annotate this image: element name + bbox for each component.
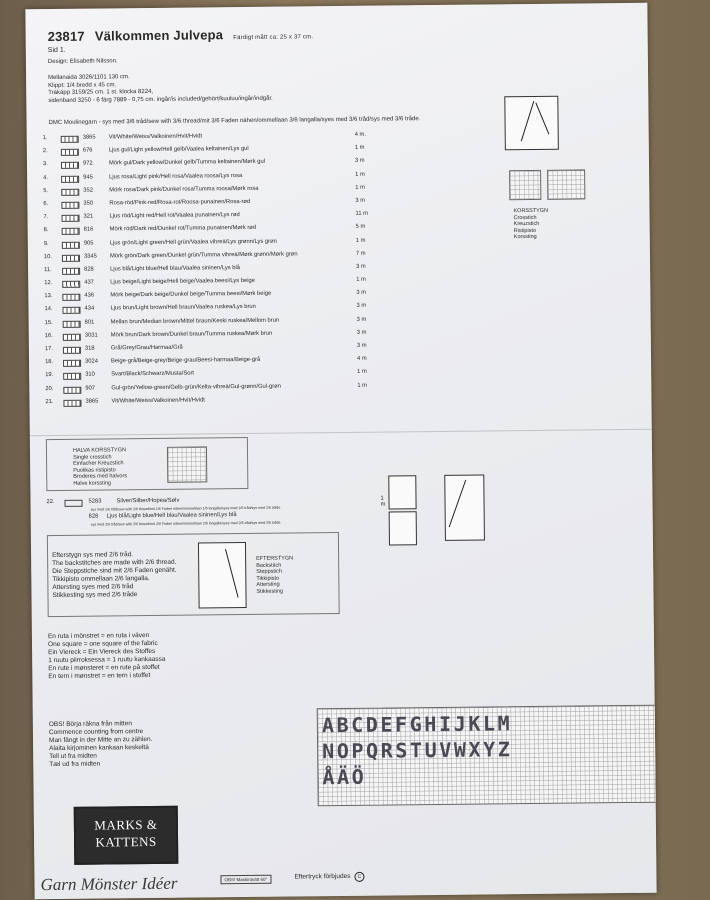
thread-quantity: 1 m — [355, 171, 365, 178]
thread-code: 3031 — [84, 332, 98, 339]
thread-name: Mörk gul/Dark yellow/Dunkel gelb/Tumma keltainen/Mørk gul — [108, 159, 266, 167]
row-symbol — [63, 360, 81, 367]
thread-quantity: 3 m — [356, 289, 367, 297]
label-line: Halve korssting — [73, 479, 111, 487]
note-line: Tæl ud fra midten — [49, 760, 101, 769]
thread-quantity: 11 m — [355, 210, 369, 217]
row-number: 7. — [43, 214, 49, 221]
thread-name: Ljus gul/Light yellow/Hell gelb/Vaalea keltainen/Lys gul — [108, 146, 249, 154]
needle-line — [535, 103, 549, 135]
thread-code: 801 — [84, 319, 95, 326]
thread-quantity: 3 m — [354, 158, 365, 165]
copyright-notice — [294, 872, 364, 883]
pattern-title: Välkommen Julvepa — [94, 27, 224, 44]
backstitch-label — [256, 556, 293, 595]
page-title — [48, 26, 314, 44]
backstitch-illustration — [198, 542, 247, 608]
stitch-illustration — [444, 475, 485, 541]
metallic-thread-row — [46, 496, 386, 536]
thread-quantity: 1 m — [355, 237, 366, 244]
thread-code: 816 — [83, 226, 94, 233]
row-symbol — [63, 347, 81, 354]
backstitch-section — [47, 532, 340, 617]
thread-code: 3865 — [82, 134, 96, 141]
note-line: Alaita kirjominen kankaan keskeltä — [49, 744, 149, 753]
label-line: KORSSTYGN — [513, 207, 549, 215]
explanation-line: One square = one square of the fabric — [47, 639, 158, 649]
thread-quantity: 3 m — [356, 342, 367, 349]
row-symbol — [61, 162, 79, 169]
row-number: 11. — [44, 266, 52, 273]
thread-code: 350 — [83, 200, 94, 207]
half-cross-section — [46, 437, 249, 491]
designer: Design: Elisabeth Nilsson. — [47, 58, 118, 66]
thread-quantity: 1 m — [357, 369, 367, 376]
thread-name: Ljus grön/Light green/Hell grün/Vaalea vihreä/Lys grønn/Lys grøn — [109, 238, 277, 246]
note-line: Man fängt in der Mitte an zu zählen. — [48, 735, 153, 745]
instruction-line: The backstitches are made with 2/6 thread. — [52, 558, 177, 568]
label-line: Steppstich — [256, 568, 282, 575]
thread-name: Mellan brun/Median brown/Mittel braun/Keski ruskea/Mellom brun — [110, 317, 280, 326]
row-number: 12. — [44, 280, 53, 287]
thread-code: 945 — [83, 174, 93, 181]
thread-code: 352 — [83, 187, 93, 194]
fabric-info — [48, 73, 273, 105]
alphabet-row: NOPQRSTUVWXYZ — [322, 737, 513, 764]
thread-name: Ljus röd/Light red/Hell rot/Vaalea punainen/Lys rød — [109, 212, 240, 220]
thread-quantity: 1 m — [380, 495, 386, 508]
thread-name: Ljus rosa/Light pink/Hell rosa/Vaalea roosa/Lys rosa — [109, 172, 243, 180]
label-line: Tikkipisto — [256, 575, 280, 582]
thread-code: 318 — [84, 345, 95, 352]
alphabet-row: ÅÄÖ — [322, 764, 367, 790]
center-counting-note — [49, 720, 153, 769]
instruction-line: Tikkipisto ommellaan 2/6 langalla. — [52, 575, 150, 584]
row-symbol — [63, 399, 81, 406]
row-symbol — [62, 268, 80, 275]
fabric-line: Mellanaida 3026/1101 130 cm. — [48, 74, 130, 82]
half-cross-label — [73, 447, 127, 487]
label-line: Backstitch — [256, 562, 282, 569]
note-line: Commence counting from centre — [48, 728, 144, 737]
thread-quantity: 3 m — [356, 263, 366, 270]
page-number: Sid 1. — [47, 46, 66, 55]
stitch-illustration — [388, 475, 416, 509]
label-line: Crosstich — [513, 214, 537, 221]
thread-code: 676 — [82, 147, 93, 154]
finished-size: Färdigt mått ca: 25 x 37 cm. — [233, 34, 314, 42]
needle-line — [225, 549, 238, 598]
row-number: 19. — [45, 372, 54, 379]
dmc-thread-note: DMC Moulinegarn - sys med 3/6 tråd/sew with 3/6 thread/mit 3/6 Faden nähen/ommellaan 3/6 langalla/syes med 3/6 tråd/sys med 3/6 tråde. — [48, 116, 421, 127]
row-number: 8. — [43, 227, 49, 234]
fabric-line: sidenband 3250 - 6 färg 7889 - 0,75 cm. ingår/is included/gehört/kuuluu/ingår/indgår. — [48, 95, 273, 104]
thread-code: 321 — [83, 213, 94, 220]
label-line: Attersting — [256, 581, 280, 588]
row-number: 5. — [43, 187, 49, 194]
row-symbol — [64, 500, 82, 507]
row-symbol — [63, 320, 81, 327]
thread-quantity: 4 m. — [354, 131, 367, 138]
thread-quantity: 1 m — [356, 276, 366, 283]
thread-code: 3024 — [85, 358, 98, 365]
thread-code: 972 — [82, 160, 93, 168]
half-cross-grid — [167, 446, 207, 482]
explanation-line: En rute i mønsteret = en rute på stoffet — [48, 663, 160, 673]
row-number: 3. — [42, 161, 48, 168]
label-line: Einfacher Kreuzstich — [73, 460, 124, 467]
instruction-line: Stikkesting sys med 2/6 tråde — [52, 591, 138, 600]
label-line: Kreuzstich — [513, 220, 540, 228]
stitch-illustration — [504, 96, 559, 151]
row-symbol — [62, 281, 80, 288]
row-number: 10. — [43, 253, 53, 260]
row-symbol — [61, 188, 79, 195]
washing-note: OBS! Maskintvätt 60° — [220, 875, 271, 885]
thread-code: 5283 — [88, 498, 102, 505]
row-number: 18. — [45, 359, 54, 366]
thread-code: 310 — [85, 371, 95, 379]
explanation-line: 1 ruutu piirroksessa = 1 ruutu kankaassa — [48, 655, 166, 665]
thread-name: Mörk beige/Dark beige/Dunkel beige/Tumma beesi/Mørk beige — [110, 290, 272, 299]
brand-signature: Garn Mönster Idéer — [40, 873, 178, 895]
color-list — [42, 131, 369, 412]
thread-quantity: 1 m — [354, 144, 365, 152]
row-number: 20. — [45, 385, 54, 392]
row-symbol — [61, 202, 79, 209]
explanation-line: Ein Viereck = Ein Viereck des Stoffes — [48, 647, 156, 657]
label-line: Single crosstich — [73, 453, 112, 461]
row-number: 22. — [46, 499, 55, 506]
row-symbol — [61, 175, 79, 182]
logo-line: MARKS & — [94, 816, 158, 833]
instruction-line: Attersting syes med 2/6 tråd — [52, 583, 134, 592]
copyright-icon: C — [354, 872, 364, 882]
row-number: 14. — [44, 306, 53, 313]
thread-code: 3865 — [85, 398, 99, 405]
logo-line: KATTENS — [95, 833, 157, 850]
instruction-line: Efterstygn sys med 2/6 tråd. — [52, 551, 134, 560]
brand-logo — [74, 806, 179, 865]
row-symbol — [61, 136, 79, 143]
row-symbol — [62, 294, 80, 301]
row-symbol — [62, 307, 80, 314]
needle-line — [449, 480, 466, 527]
row-symbol — [63, 373, 81, 380]
note-line: OBS! Börja räkna från mitten — [48, 720, 132, 729]
row-number: 13. — [44, 293, 53, 300]
label-line: Puolikas ristipisto — [73, 466, 116, 474]
thread-name: Svart/Black/Schwarz/Musta/Sort — [111, 370, 195, 378]
thread-quantity: 4 m — [357, 355, 367, 363]
pattern-sheet — [25, 3, 656, 899]
thread-name: Vit/White/Weiss/Valkoinen/Hvit/Hvidt — [111, 397, 205, 405]
label-line: HALVA KORSSTYGN — [72, 447, 126, 454]
thread-code: 434 — [84, 306, 95, 313]
thread-name: Ljus blå/Light blue/Hell blau/Vaalea sininen/Lys blå — [110, 264, 240, 273]
thread-name: Ljus brun/Light brown/Hell braun/Vaalea ruskea/Lys brun — [110, 304, 256, 312]
note-line: Tell ut fra midten — [49, 752, 97, 761]
label-line: Korssting — [513, 233, 537, 241]
thread-code: 3345 — [83, 253, 97, 260]
thread-name: Mörk brun/Dark brown/Dunkel braun/Tumma ruskea/Mørk brun — [110, 330, 273, 339]
thread-name: Ljus beige/Light beige/Hell beige/Vaalea beesi/Lys beige — [110, 277, 255, 286]
thread-quantity: 3 m — [355, 197, 366, 204]
row-number: 9. — [43, 240, 49, 247]
cross-stitch-grid — [547, 169, 585, 199]
square-explanation — [48, 632, 166, 681]
row-symbol — [62, 228, 80, 235]
cross-stitch-label — [513, 208, 548, 241]
fabric-line: Klippt: 1/4 bredd x 45 cm. — [48, 81, 117, 89]
row-symbol — [63, 334, 81, 341]
row-number: 16. — [44, 332, 53, 339]
thread-quantity: 1 m — [357, 382, 368, 389]
row-number: 21. — [45, 398, 54, 405]
needle-line — [521, 101, 534, 141]
row-symbol — [62, 241, 80, 248]
label-line: EFTERSTYGN — [256, 555, 294, 562]
row-number: 4. — [43, 174, 48, 181]
thread-name: Mörk rosa/Dark pink/Dunkel rosa/Tumma roosa/Mørk rosa — [109, 185, 259, 194]
thread-code: 828 — [88, 513, 99, 520]
pattern-number: 23817 — [47, 28, 85, 45]
row-number: 1. — [42, 135, 48, 142]
thread-name: Mörk grön/Dark green/Dunkel grün/Tumma vihreä/Mørk grønn/Mørk grøn — [109, 251, 298, 260]
thread-name: Rosa-röd/Pink-red/Rosa-rot/Roosa-punainen/Rosa-rød — [109, 198, 251, 207]
thread-note: sys med 1/6 tråd/sew with 1/6 thread/mit 1/6 Faden nähen/ommellaan 1/6 langalla/syes med 1/6 tråd/sys med 1/6 tråde. — [90, 505, 282, 512]
thread-quantity: 3 m — [356, 329, 367, 336]
explanation-line: En ruta i mönstret = en ruta i väven — [47, 632, 150, 641]
thread-name: Beige-grå/Beige-grey/Beige-grau/Beesi-harmaa/Beige-grå — [111, 357, 261, 365]
thread-quantity: 3 m — [356, 316, 367, 323]
thread-quantity: 1 m — [355, 184, 365, 191]
thread-quantity: 3 m — [356, 303, 367, 310]
thread-code: 828 — [84, 266, 94, 273]
stitch-illustration — [389, 511, 417, 545]
thread-name: Mörk röd/Dark red/Dunkel rot/Tumma punainen/Mørk rød — [109, 225, 257, 233]
row-number: 6. — [43, 200, 49, 208]
alphabet-row: ABCDEFGHIJKLM — [321, 711, 513, 738]
row-number: 2. — [42, 148, 48, 155]
label-line: Stikkesting — [256, 588, 284, 595]
alphabet-chart — [317, 705, 657, 807]
label-line: Ristipisto — [513, 227, 537, 234]
thread-quantity: 5 m — [355, 224, 366, 231]
label-line: Broderes med halvors — [73, 473, 128, 480]
thread-note: sys med 2/6 tråd/sew with 2/6 thread/mit 2/6 Faden nähen/ommellaan 2/6 langalla/syes med 2/6 tråd/sys med 2/6 tråde. — [90, 520, 282, 527]
backstitch-instructions — [52, 551, 177, 600]
row-symbol — [62, 215, 80, 222]
row-symbol — [61, 149, 79, 156]
explanation-line: En tern i mønstret = en tern i stoffet — [48, 672, 151, 681]
thread-name: Vit/White/Weiss/Valkoinen/Hvit/Hvidt — [108, 133, 203, 141]
instruction-line: Die Steppstiche sind mit 2/6 Faden genäht. — [52, 566, 177, 576]
thread-name: Silver/Silber/Hopea/Sølv — [116, 497, 180, 505]
thread-code: 905 — [83, 240, 94, 247]
thread-code: 436 — [84, 292, 95, 299]
cross-stitch-grid — [509, 170, 541, 200]
thread-quantity: 7 m — [355, 250, 366, 257]
thread-name: Grå/Grey/Grau/Harmaa/Grå — [110, 344, 183, 352]
row-number: 17. — [44, 346, 54, 353]
row-number: 15. — [44, 319, 53, 326]
copyright-text: Eftertryck förbjudes — [294, 872, 351, 881]
fabric-line: Träkäpp 3159/25 cm. 1 st. klocka 8224, — [48, 88, 154, 97]
thread-code: 907 — [85, 385, 96, 392]
thread-name: Gul-grön/Yellow-green/Gelb-grün/Kelta-vihreä/Gul-grønn/Gul-grøn — [111, 383, 281, 391]
paper-fold — [30, 429, 652, 437]
thread-code: 437 — [84, 279, 94, 286]
thread-name: Ljus blå/Light blue/Hell blau/Vaalea sininen/Lys blå — [106, 512, 237, 520]
row-symbol — [62, 254, 80, 261]
row-symbol — [63, 386, 81, 393]
